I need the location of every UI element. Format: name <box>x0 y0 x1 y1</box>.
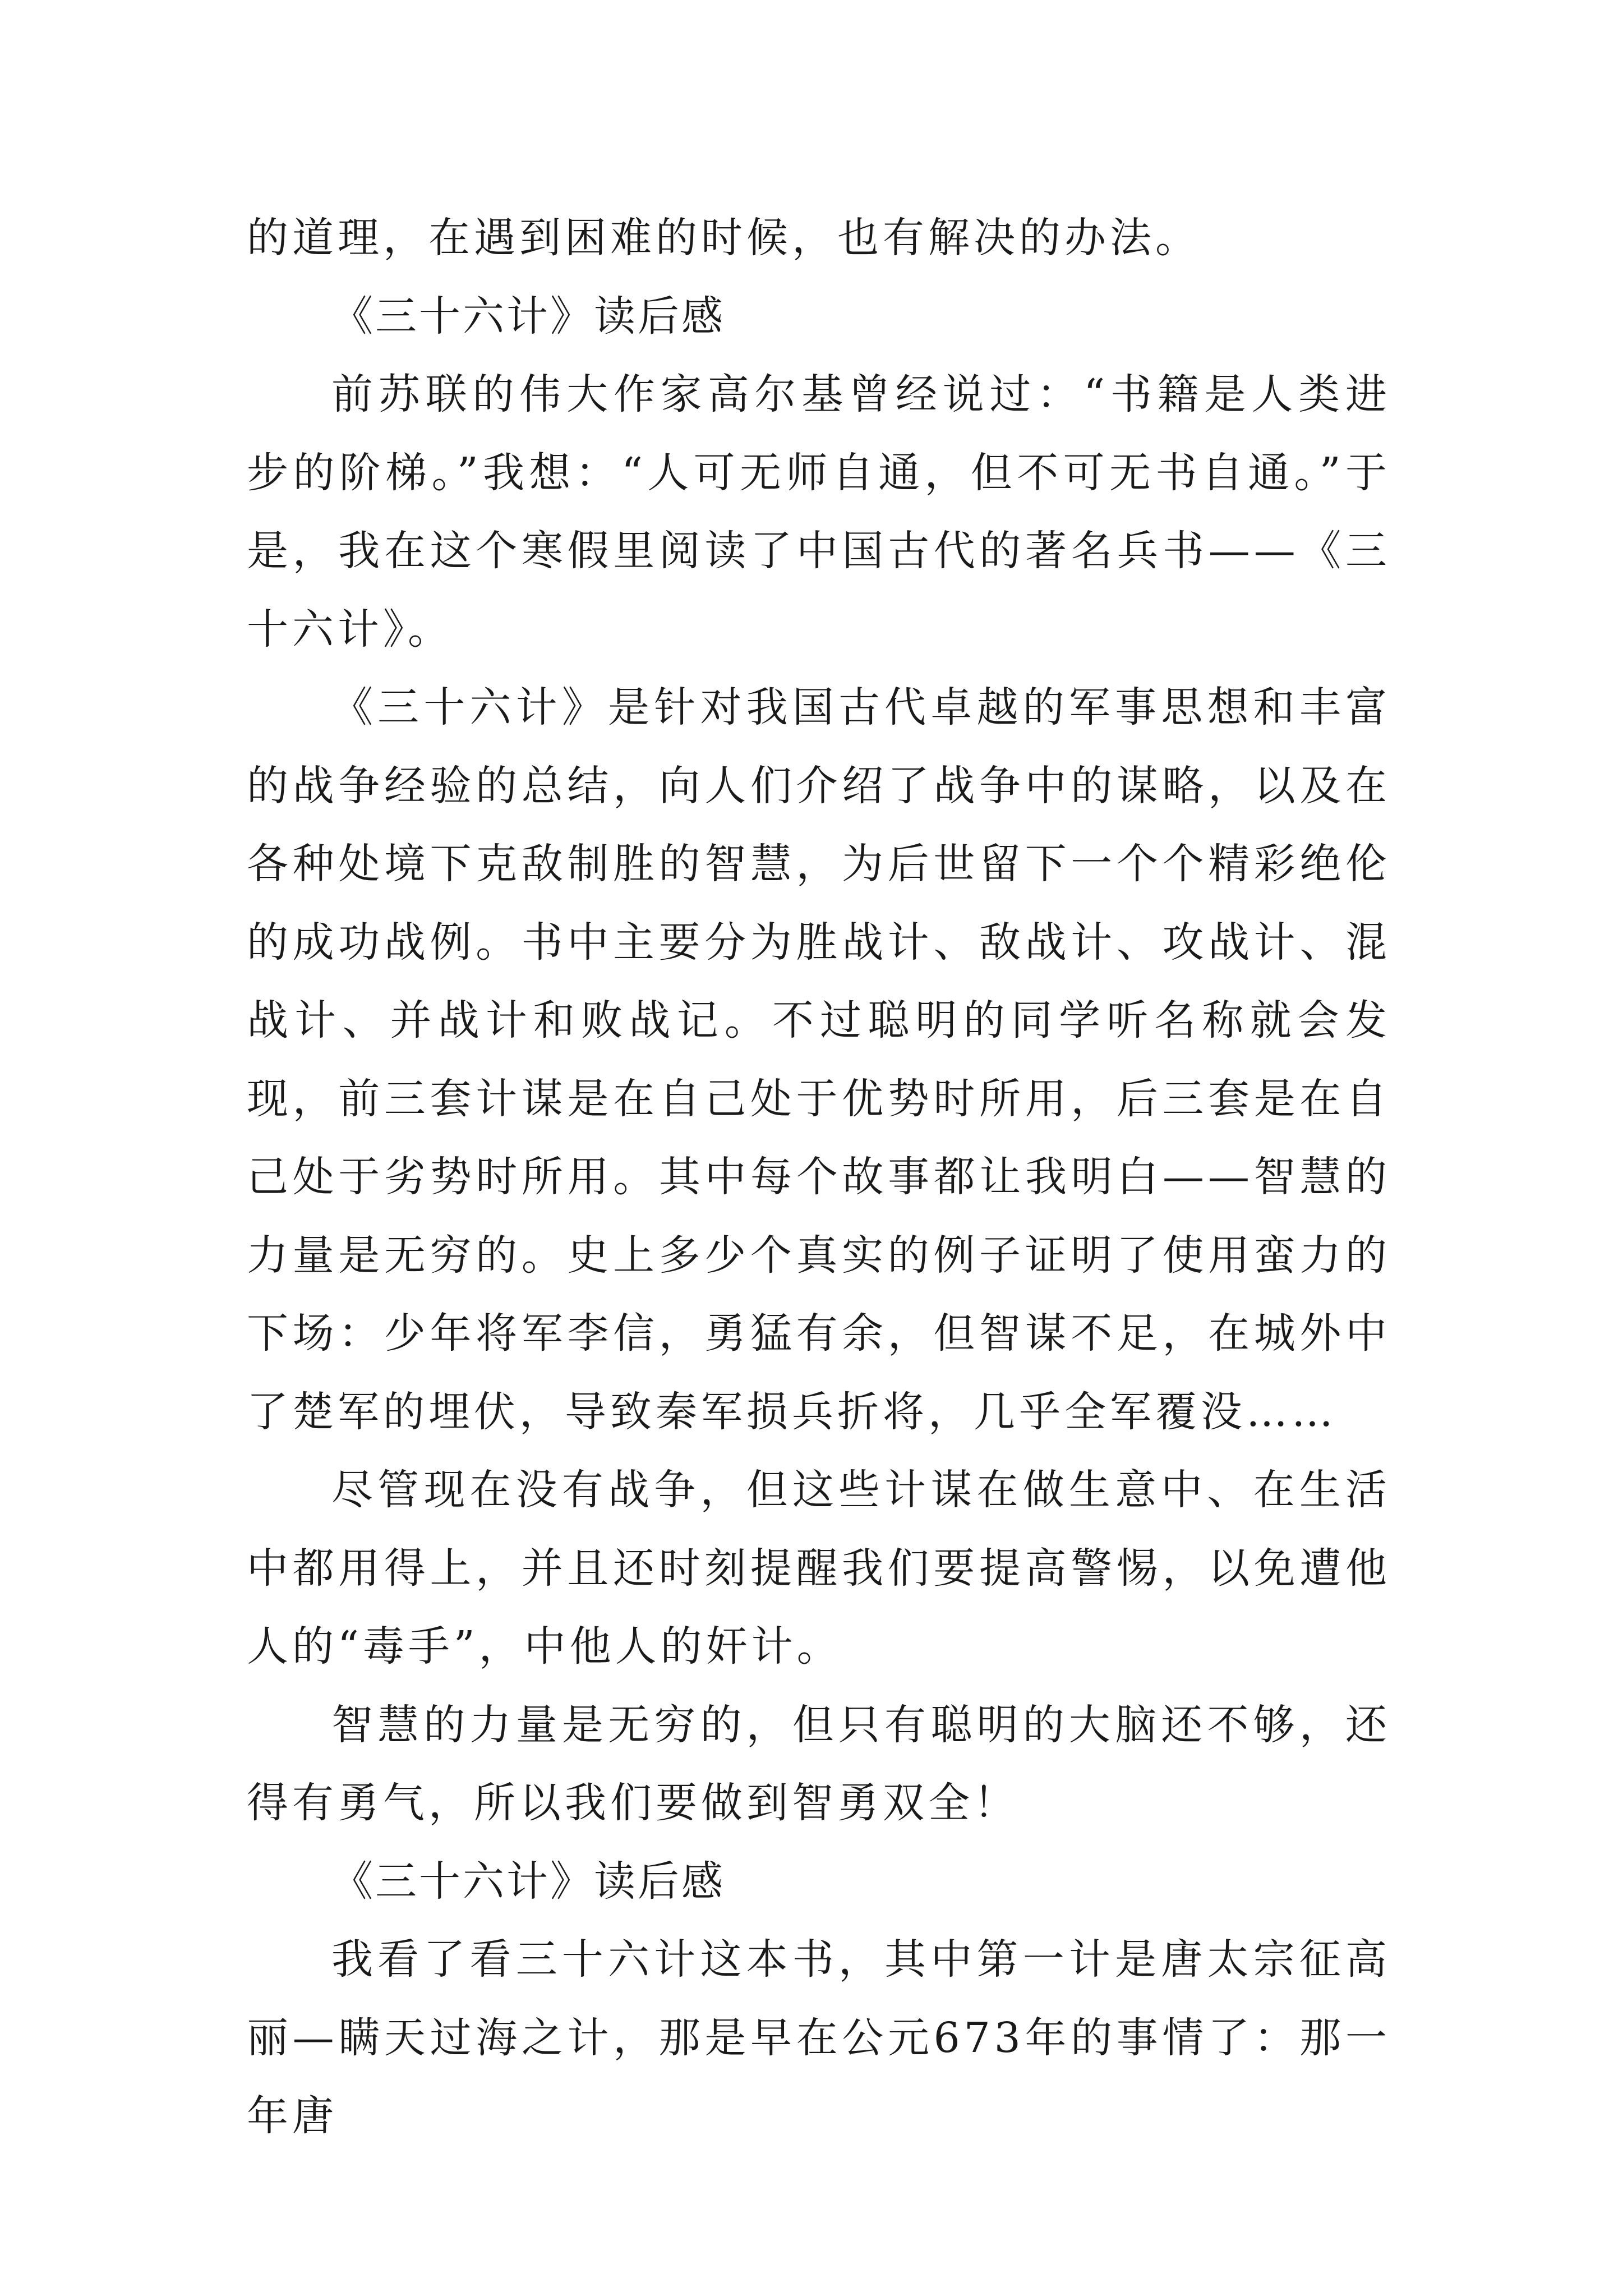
paragraph: 尽管现在没有战争，但这些计谋在做生意中、在生活中都用得上，并且还时刻提醒我们要提高警惕，以免遭他人的“毒手”，中他人的奸计。 <box>247 1466 1391 1671</box>
section-heading: 《三十六计》读后感 <box>331 292 725 341</box>
paragraph: 智慧的力量是无穷的，但只有聪明的大脑还不够，还得有勇气，所以我们要做到智勇双全！ <box>247 1700 1391 1827</box>
document-body <box>247 199 1391 2156</box>
paragraph: 《三十六计》是针对我国古代卓越的军事思想和丰富的战争经验的总结，向人们介绍了战争中的谋略，以及在各种处境下克敌制胜的智慧，为后世留下一个个精彩绝伦的成功战例。书中主要分为胜战计、敌战计、攻战计、混战计、并战计和败战记。不过聪明的同学听名称就会发现，前三套计谋是在自己处于优势时所用，后三套是在自己处于劣势时所用。其中每个故事都让我明白——智慧的力量是无穷的。史上多少个真实的例子证明了使用蛮力的下场：少年将军李信，勇猛有余，但智谋不足，在城外中了楚军的埋伏，导致秦军损兵折将，几乎全军覆没…… <box>247 683 1391 1436</box>
section-heading: 《三十六计》读后感 <box>331 1857 725 1906</box>
paragraph: 前苏联的伟大作家高尔基曾经说过：“书籍是人类进步的阶梯。”我想：“人可无师自通，但不可无书自通。”于是，我在这个寒假里阅读了中国古代的著名兵书——《三十六计》。 <box>247 370 1391 654</box>
paragraph: 我看了看三十六计这本书，其中第一计是唐太宗征高丽—瞒天过海之计，那是早在公元673年的事情了：那一年唐 <box>247 1935 1391 2140</box>
paragraph-continuation: 的道理，在遇到困难的时候，也有解决的办法。 <box>247 214 1201 262</box>
